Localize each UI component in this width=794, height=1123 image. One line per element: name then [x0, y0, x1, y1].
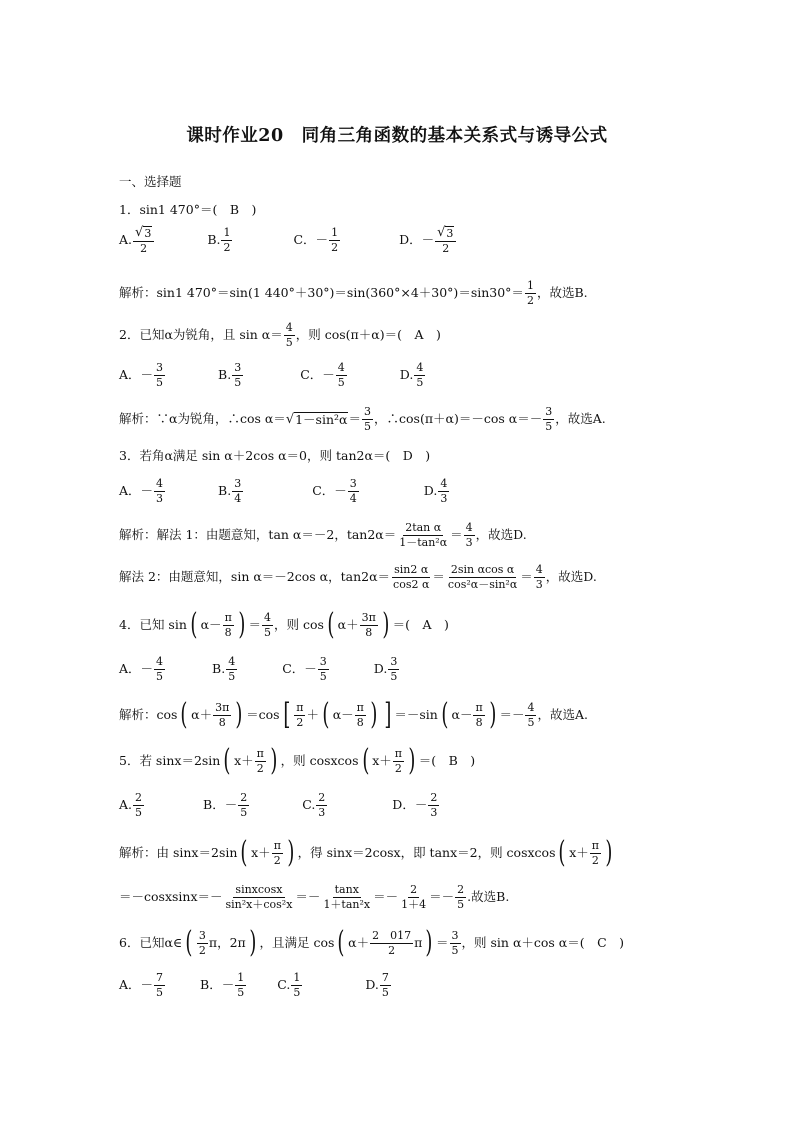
- denominator: 2: [331, 240, 339, 254]
- question-text: 3．若角α满足 sin α＋2cos α＝0，则 tan2α＝( D ): [119, 448, 431, 463]
- numerator: 7: [156, 971, 164, 984]
- solution-fraction-3: [534, 564, 545, 590]
- expr: x＋: [251, 844, 271, 860]
- option-b-fraction: [232, 362, 243, 388]
- numerator: 4: [156, 655, 164, 668]
- option-a-fraction: [154, 656, 165, 682]
- expr: α－: [451, 706, 473, 722]
- numerator: π: [256, 746, 264, 760]
- question-3-options: [119, 478, 450, 504]
- left-paren: (: [361, 743, 369, 778]
- option-c-fraction: [336, 362, 347, 388]
- numerator: 3: [451, 928, 459, 942]
- solution-text-3: ＝－sin: [394, 706, 438, 722]
- denominator: 2: [442, 241, 450, 255]
- numerator: 4: [465, 521, 473, 534]
- numerator: 3: [349, 477, 357, 490]
- option-b-fraction: [221, 227, 232, 253]
- option-b-fraction: [235, 972, 246, 998]
- option-c-fraction: [291, 972, 302, 998]
- radicand: 3: [446, 227, 454, 241]
- option-d-fraction: [380, 972, 391, 998]
- denominator: 2: [526, 293, 534, 307]
- denominator: 5: [228, 669, 236, 683]
- denominator: 5: [293, 985, 301, 999]
- numerator: 2: [240, 791, 248, 804]
- denominator: 5: [156, 375, 164, 389]
- numerator: 1: [293, 971, 301, 984]
- numerator: π: [591, 838, 599, 852]
- denominator: 3: [440, 491, 448, 505]
- denominator: 5: [527, 715, 535, 729]
- option-c-fraction: [318, 656, 329, 682]
- solution-fraction-2: [543, 406, 554, 432]
- three-pi-over-8: [360, 612, 378, 638]
- solution-fraction-4: [455, 884, 466, 910]
- option-c-label: C.: [277, 976, 291, 992]
- denominator: 2: [140, 241, 148, 255]
- sqrt-expression: √ 1－sin²α: [285, 411, 348, 428]
- three-pi-over-8: [213, 702, 231, 728]
- solution-end: ，故选A.: [537, 706, 588, 722]
- denominator: 5: [285, 335, 293, 349]
- question-text-end: ，则 cos(π＋α)＝( A ): [295, 326, 441, 342]
- denominator: 2: [591, 853, 599, 867]
- option-c-label: C.: [302, 796, 316, 812]
- pi-over-2: [255, 748, 266, 774]
- denominator: 5: [156, 985, 164, 999]
- question-1-solution: [119, 280, 588, 306]
- denominator: 1－tan²α: [399, 535, 448, 549]
- denominator: 4: [349, 491, 357, 505]
- equals: ＝: [348, 410, 361, 426]
- option-b-label: B．－: [203, 796, 238, 812]
- right-paren: ): [238, 607, 246, 642]
- question-3-solution-1: [119, 522, 527, 548]
- numerator: 2tan α: [405, 521, 442, 534]
- option-a-label: A．－: [119, 976, 154, 992]
- numerator: 2 017: [372, 928, 412, 942]
- denominator: 5: [234, 375, 242, 389]
- question-4-options: [119, 656, 400, 682]
- denominator: 5: [457, 897, 465, 911]
- solution-text: 解析：cos: [119, 706, 178, 722]
- equals: ＝: [520, 568, 533, 584]
- solution-text-3: ＝－: [373, 888, 399, 904]
- pi-over-8: [223, 612, 234, 638]
- question-6-options: [119, 972, 392, 998]
- option-b-label: B．－: [200, 976, 235, 992]
- numerator: 3: [234, 477, 242, 490]
- fraction-2017-over-2: [370, 930, 413, 956]
- denominator: 2: [223, 240, 231, 254]
- numerator: π: [224, 610, 232, 624]
- denominator: 3: [535, 577, 543, 591]
- solution-end: .故选B.: [467, 888, 510, 904]
- option-b-fraction: [232, 478, 243, 504]
- question-text-mid: ，且满足 cos: [259, 934, 335, 950]
- denominator: 3: [156, 491, 164, 505]
- option-d-label: D．－: [392, 796, 428, 812]
- question-text-end: ，则 sin α＋cos α＝( C ): [461, 934, 625, 950]
- stem-fraction: [450, 930, 461, 956]
- option-b-label: B.: [218, 366, 232, 382]
- question-3-stem: [119, 450, 430, 463]
- equals: ＝: [450, 526, 463, 542]
- denominator: 5: [156, 669, 164, 683]
- option-d-label: D.: [365, 976, 379, 992]
- option-a-fraction: √ 3 2: [133, 226, 154, 254]
- question-text-mid: ，则 cosxcos: [280, 752, 359, 768]
- question-5-options: [119, 792, 440, 818]
- numerator: π: [273, 838, 281, 852]
- solution-end: ，故选D.: [545, 568, 597, 584]
- question-4-solution: [119, 697, 588, 732]
- denominator: 5: [416, 375, 424, 389]
- denominator: 2: [388, 943, 396, 957]
- denominator: 8: [356, 715, 364, 729]
- solution-text: 解析：解法 1：由题意知，tan α＝－2，tan2α＝: [119, 526, 397, 542]
- solution-text: ＝－cosxsinx＝－: [119, 888, 223, 904]
- numerator: 1: [237, 971, 245, 984]
- numerator: 4: [535, 563, 543, 576]
- right-paren: ): [370, 697, 378, 732]
- denominator: 5: [451, 943, 459, 957]
- solution-fraction: [397, 522, 449, 548]
- numerator: 3: [234, 361, 242, 374]
- denominator: 2: [394, 761, 402, 775]
- denominator: cos2 α: [393, 577, 430, 591]
- expr: α－: [200, 616, 222, 632]
- numerator: 1: [223, 226, 231, 240]
- numerator: 3: [364, 405, 371, 418]
- stem-fraction: [262, 612, 273, 638]
- option-b-fraction: [238, 792, 249, 818]
- option-a-label: A．－: [119, 482, 154, 498]
- expr: π，2π: [208, 934, 246, 950]
- denominator: 5: [381, 985, 389, 999]
- option-a-label: A．－: [119, 366, 154, 382]
- expr: α－: [332, 706, 354, 722]
- right-paren: ): [408, 743, 416, 778]
- left-paren: (: [327, 607, 335, 642]
- numerator: π: [475, 700, 483, 714]
- option-c-fraction: [329, 227, 340, 253]
- numerator: 2: [318, 791, 326, 804]
- numerator: 4: [156, 477, 164, 490]
- question-6-stem: [119, 925, 625, 960]
- solution-fraction: [362, 406, 373, 432]
- section-heading: [119, 176, 182, 189]
- question-3-solution-2: [119, 564, 597, 590]
- numerator: 4: [228, 655, 236, 668]
- expr: α＋: [348, 934, 370, 950]
- numerator: 4: [264, 610, 272, 624]
- question-text-end: ＝( A ): [392, 616, 449, 632]
- right-paren: ): [605, 835, 613, 870]
- numerator: sinxcosx: [235, 883, 283, 896]
- left-paren: (: [185, 925, 193, 960]
- option-a-label: A.: [119, 796, 133, 812]
- option-a-fraction: [154, 362, 165, 388]
- denominator: 5: [390, 669, 398, 683]
- option-b-label: B.: [207, 231, 221, 247]
- pi-over-2: [393, 748, 404, 774]
- equals: ＝: [436, 934, 449, 950]
- denominator: 5: [545, 419, 553, 433]
- left-paren: (: [190, 607, 198, 642]
- left-paren: (: [240, 835, 248, 870]
- solution-fraction-3: [399, 884, 428, 910]
- solution-fraction: [224, 884, 295, 910]
- numerator: 2sin αcos α: [450, 563, 515, 576]
- solution-fraction: [391, 564, 431, 590]
- numerator: 2: [457, 883, 465, 896]
- option-a-label: A．－: [119, 660, 154, 676]
- question-2-options: [119, 362, 426, 388]
- numerator: 3: [390, 655, 398, 668]
- option-a-fraction: [154, 478, 165, 504]
- denominator: 5: [240, 805, 248, 819]
- option-a-label: A.: [119, 231, 133, 247]
- expr: x＋: [234, 752, 254, 768]
- solution-fraction: [525, 702, 536, 728]
- left-paren: (: [322, 697, 330, 732]
- option-d-fraction: [414, 362, 425, 388]
- solution-text-2: ，得 sinx＝2cosx，即 tanx＝2，则 cosxcos: [297, 844, 556, 860]
- solution-text-4: ＝－: [429, 888, 455, 904]
- right-paren: ): [249, 925, 257, 960]
- numerator: 4: [527, 700, 535, 714]
- denominator: 2: [273, 853, 281, 867]
- denominator: 8: [475, 715, 483, 729]
- option-d-label: D.: [423, 482, 438, 498]
- option-c-fraction: [348, 478, 359, 504]
- numerator: 3: [319, 655, 327, 668]
- solution-text-4: ＝－: [499, 706, 525, 722]
- denominator: 2: [296, 715, 304, 729]
- denominator: 5: [337, 375, 345, 389]
- question-1-stem: [119, 204, 256, 217]
- numerator: sin2 α: [394, 563, 429, 576]
- solution-fraction-2: [321, 884, 372, 910]
- expr: α＋: [337, 616, 359, 632]
- right-paren: ): [489, 697, 497, 732]
- solution-fraction-2: [446, 564, 519, 590]
- solution-text: 解法 2：由题意知，sin α＝－2cos α，tan2α＝: [119, 568, 391, 584]
- denominator: 5: [364, 419, 371, 433]
- option-c-label: C．－: [300, 366, 335, 382]
- option-b-label: B.: [218, 482, 232, 498]
- section-label: 一、选择题: [119, 174, 182, 189]
- option-d-label: D.: [399, 366, 414, 382]
- pi-over-2: [294, 702, 305, 728]
- question-5-solution-2: [119, 884, 509, 910]
- numerator: 2: [430, 791, 438, 804]
- denominator: 5: [264, 625, 272, 639]
- denominator: 2: [198, 943, 206, 957]
- denominator: 2: [256, 761, 264, 775]
- numerator: 3π: [215, 700, 230, 714]
- numerator: 1: [331, 226, 339, 240]
- numerator: 4: [285, 321, 293, 334]
- solution-text-2: ＝－: [295, 888, 321, 904]
- pi: π: [414, 934, 423, 950]
- solution-text: 解析：sin1 470°＝sin(1 440°＋30°)＝sin(360°×4＋30°)＝sin30°＝: [119, 284, 524, 300]
- expr: α＋: [191, 706, 213, 722]
- left-paren: (: [223, 743, 231, 778]
- denominator: sin²x＋cos²x: [225, 897, 293, 911]
- solution-text-2: ＝cos: [246, 706, 280, 722]
- pi-over-8: [473, 702, 484, 728]
- radicand: 1－sin²α: [295, 411, 348, 427]
- option-b-label: B.: [212, 660, 226, 676]
- denominator: 8: [218, 715, 226, 729]
- denominator: 5: [135, 805, 143, 819]
- question-text-end: ＝( B ): [418, 752, 476, 768]
- solution-text: 解析：由 sinx＝2sin: [119, 844, 238, 860]
- question-5-solution-1: [119, 835, 616, 870]
- denominator: 1＋tan²x: [323, 897, 371, 911]
- numerator: 3π: [361, 610, 376, 624]
- left-bracket: [: [282, 697, 290, 732]
- right-paren: ): [425, 925, 433, 960]
- solution-fraction-2: [464, 522, 475, 548]
- option-d-fraction: √ 3 2: [435, 226, 456, 254]
- denominator: 3: [430, 805, 438, 819]
- solution-end: ，故选B.: [536, 284, 588, 300]
- plus: ＋: [306, 706, 319, 722]
- option-c-label: C．－: [282, 660, 317, 676]
- right-paren: ): [382, 607, 390, 642]
- numerator: tanx: [334, 883, 359, 896]
- solution-end: ，故选A.: [555, 410, 606, 426]
- denominator: 5: [319, 669, 327, 683]
- denominator: cos²α－sin²α: [447, 577, 518, 591]
- option-d-label: D.: [373, 660, 388, 676]
- left-paren: (: [337, 925, 345, 960]
- option-a-fraction: [154, 972, 165, 998]
- stem-fraction: [284, 322, 295, 348]
- numerator: π: [356, 700, 364, 714]
- solution-fraction: [525, 280, 536, 306]
- denominator: 3: [465, 535, 473, 549]
- pi-over-8: [355, 702, 366, 728]
- expr: x＋: [569, 844, 589, 860]
- numerator: π: [394, 746, 403, 760]
- page-title: 课时作业20 同角三角函数的基本关系式与诱导公式: [186, 126, 608, 146]
- question-text: 5．若 sinx＝2sin: [119, 752, 221, 768]
- option-d-fraction: [438, 478, 449, 504]
- numerator: 2: [135, 791, 143, 804]
- solution-end: ，故选D.: [475, 526, 527, 542]
- numerator: 7: [381, 971, 389, 984]
- numerator: 4: [416, 361, 424, 374]
- denominator: 4: [234, 491, 242, 505]
- option-d-label: D．－: [399, 231, 435, 247]
- numerator: 3: [198, 928, 206, 942]
- right-paren: ): [287, 835, 295, 870]
- question-4-stem: [119, 607, 449, 642]
- pi-over-2: [272, 840, 283, 866]
- option-d-fraction: [428, 792, 439, 818]
- left-paren: (: [441, 697, 449, 732]
- radicand: 3: [144, 227, 152, 241]
- question-text: 2．已知α为锐角，且 sin α＝: [119, 326, 283, 342]
- left-paren: (: [558, 835, 566, 870]
- numerator: 2: [410, 883, 418, 896]
- right-paren: ): [270, 743, 278, 778]
- option-a-fraction: [133, 792, 144, 818]
- question-text: 4．已知 sin: [119, 616, 187, 632]
- question-5-stem: [119, 743, 476, 778]
- solution-text: 解析：∵α为锐角，∴cos α＝: [119, 410, 286, 426]
- question-text: 6．已知α∈: [119, 934, 183, 950]
- option-c-label: C．－: [312, 482, 347, 498]
- option-b-fraction: [226, 656, 237, 682]
- denominator: 1＋4: [401, 897, 427, 911]
- numerator: 4: [337, 361, 345, 374]
- equals: ＝: [432, 568, 445, 584]
- solution-text-mid: ，∴cos(π＋α)＝－cos α＝－: [374, 410, 543, 426]
- denominator: 3: [318, 805, 326, 819]
- right-bracket: ]: [383, 697, 391, 732]
- equals: ＝: [248, 616, 262, 632]
- question-2-solution: [119, 406, 606, 432]
- denominator: 8: [224, 625, 232, 639]
- numerator: 1: [526, 279, 534, 292]
- option-d-fraction: [388, 656, 399, 682]
- right-paren: ): [235, 697, 243, 732]
- option-c-fraction: [316, 792, 327, 818]
- question-text-mid: ，则 cos: [274, 616, 324, 632]
- numerator: 3: [545, 405, 553, 418]
- question-2-stem: [119, 322, 441, 348]
- question-text: 1．sin1 470°＝( B ): [119, 202, 257, 217]
- question-1-options: [119, 226, 457, 254]
- option-c-label: C．－: [293, 231, 329, 247]
- expr: x＋: [372, 752, 392, 768]
- denominator: 8: [365, 625, 373, 639]
- left-paren: (: [180, 697, 188, 732]
- denominator: 5: [237, 985, 245, 999]
- numerator: 4: [440, 477, 448, 490]
- numerator: 3: [156, 361, 164, 374]
- pi-over-2: [590, 840, 601, 866]
- numerator: π: [296, 700, 304, 714]
- three-halves: [197, 930, 208, 956]
